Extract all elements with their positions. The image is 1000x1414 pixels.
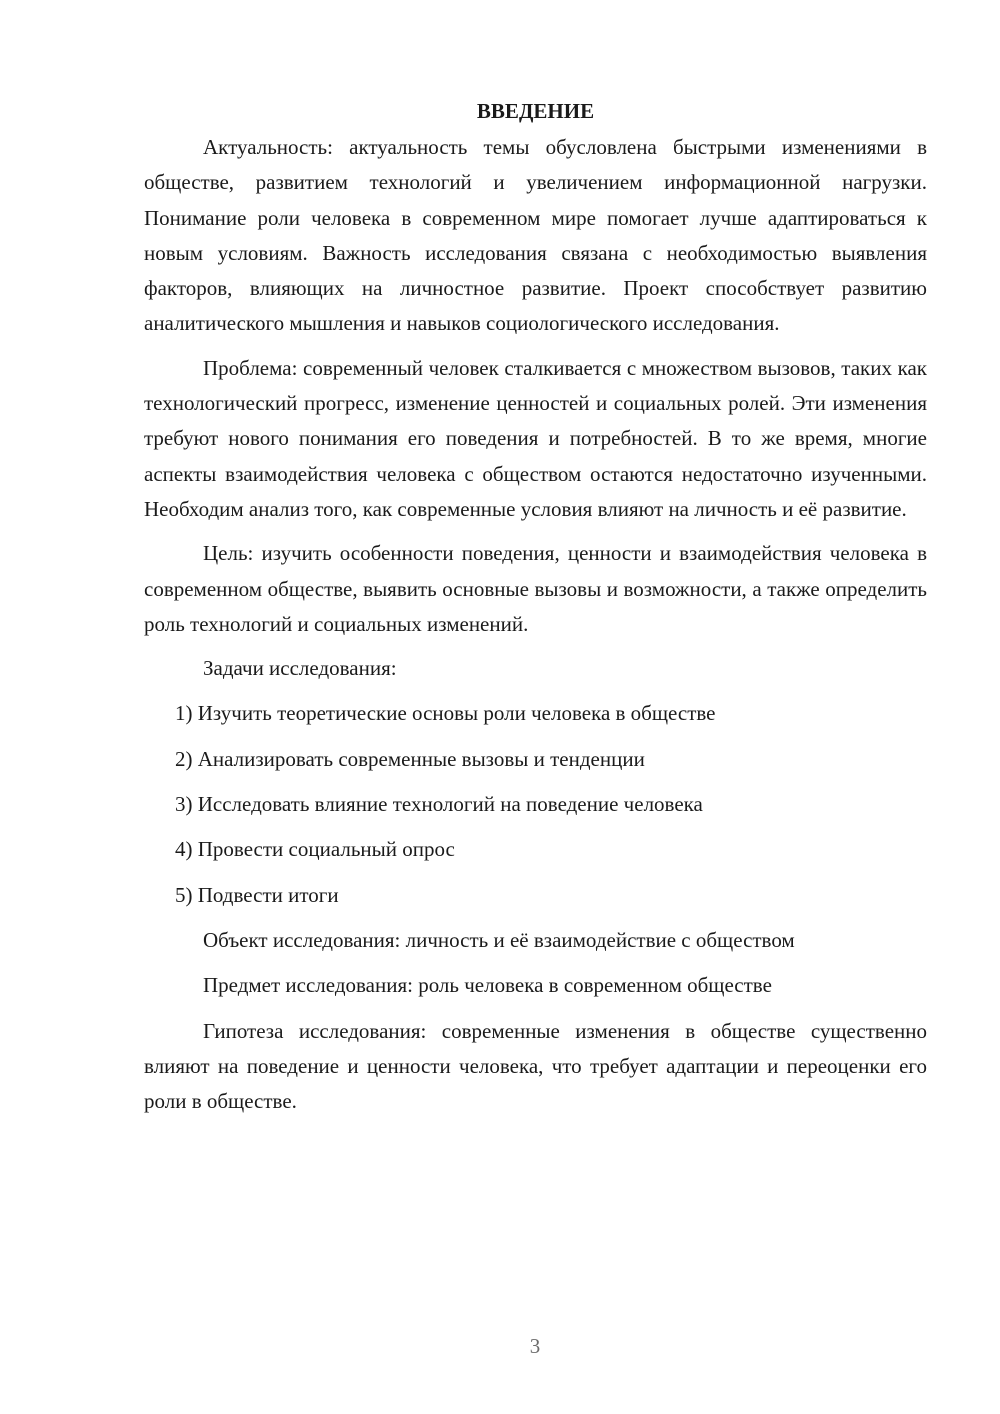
goal-paragraph: Цель: изучить особенности поведения, ценности и взаимодействия человека в современном обществе, выявить основные вызовы и возможности, а также определить роль технологий и социальных изменений.	[144, 541, 927, 636]
hypothesis-paragraph: Гипотеза исследования: современные изменения в обществе существенно влияют на поведение и ценности человека, что требует адаптации и переоценки его роли в обществе.	[144, 1018, 927, 1114]
document-body	[144, 96, 927, 1128]
section-heading: ВВЕДЕНИЕ	[476, 99, 595, 123]
relevance-paragraph: Актуальность: актуальность темы обусловлена быстрыми изменениями в обществе, развитием технологий и увеличением информационной нагрузки. Понимание роли человека в современном мире помогает лучше адаптироваться к новым условиям. Важность исследования связана с необходимостью выявления факторов, влияющих на личностное развитие. Проект способствует развитию аналитического мышления и навыков социологического исследования.	[144, 135, 927, 336]
task-item-4: 4) Провести социальный опрос	[175, 837, 455, 862]
task-item-1: 1) Изучить теоретические основы роли человека в обществе	[175, 701, 716, 726]
page-number: 3	[529, 1334, 541, 1358]
task-item-5: 5) Подвести итоги	[175, 882, 339, 907]
task-item-3: 3) Исследовать влияние технологий на поведение человека	[175, 792, 703, 817]
task-item-2: 2) Анализировать современные вызовы и тенденции	[175, 746, 645, 771]
research-object: Объект исследования: личность и её взаимодействие с обществом	[203, 927, 795, 952]
research-subject: Предмет исследования: роль человека в современном обществе	[203, 973, 772, 998]
problem-paragraph: Проблема: современный человек сталкивается с множеством вызовов, таких как технологический прогресс, изменение ценностей и социальных ролей. Эти изменения требуют нового понимания его поведения и потребностей. В то же время, многие аспекты взаимодействия человека с обществом остаются недостаточно изученными. Необходим анализ того, как современные условия влияют на личность и её развитие.	[144, 355, 927, 521]
tasks-title: Задачи исследования:	[203, 656, 397, 681]
